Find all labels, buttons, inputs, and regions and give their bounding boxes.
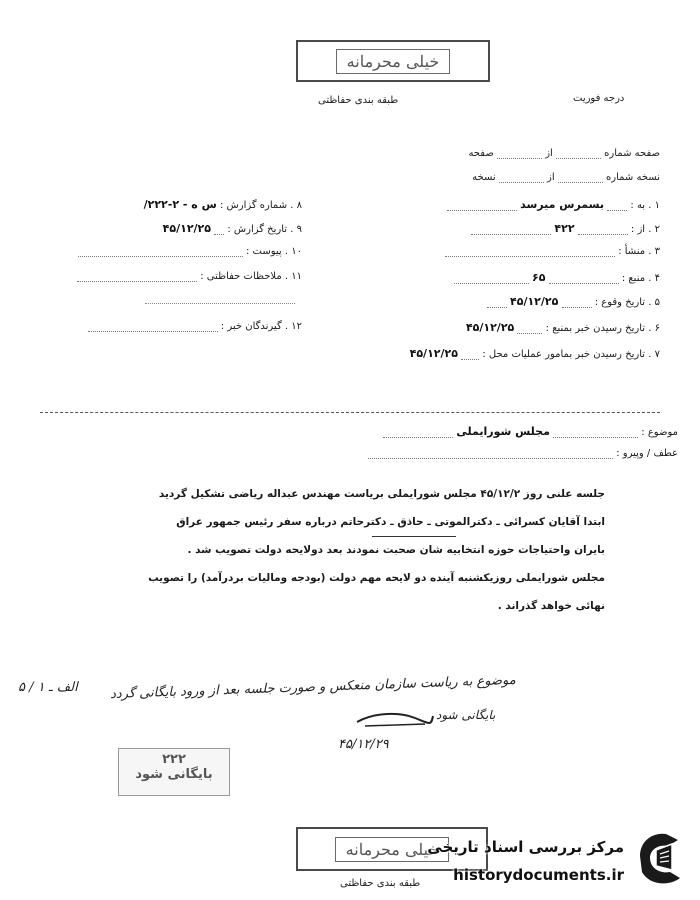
handwritten-reference: الف ـ ۱ / ۵	[18, 680, 78, 695]
field-report-number-value: س ه - ۲-۲۲۲/	[143, 198, 217, 211]
classification-stamp-top-text: خیلی محرمانه	[336, 49, 451, 74]
body-line-5: نهائی خواهد گذراند .	[497, 600, 605, 612]
copy-number-label: نسخه شماره	[606, 172, 660, 183]
copy-number-row	[472, 172, 660, 183]
field-report-number	[144, 198, 302, 211]
classification-stamp-bottom-text: خیلی محرمانه	[335, 837, 450, 862]
copy-of-label: از	[547, 172, 555, 183]
reference-label: عطف / وپیرو :	[616, 448, 678, 459]
field-report-date	[163, 222, 302, 235]
archive-stamp-text: بایگانی شود	[135, 767, 213, 782]
security-notes-line	[145, 303, 295, 304]
field-from	[471, 222, 660, 235]
priority-label: درجه فوریت	[573, 93, 625, 104]
body-line-2: ابتدا آقایان کسرائی ـ دکترالموتی ـ حاذق ـ دکترحاتم درباره سفر رئیس جمهور عراق	[176, 516, 605, 528]
form-divider	[40, 412, 660, 413]
field-attachment-label: ۱۰ . پیوست :	[246, 246, 302, 257]
watermark-url: historydocuments.ir	[453, 866, 624, 884]
field-source-value: ۶۵	[532, 271, 546, 284]
signature-mark	[355, 708, 435, 732]
body-line-1: جلسه علنی روز ۴۵/۱۲/۲ مجلس شورایملی بریاست مهندس عبداله ریاضی تشکیل گردید	[158, 488, 605, 500]
field-source-label: ۴ . منبع :	[621, 273, 660, 284]
field-report-date-value: ۴۵/۱۲/۲۵	[162, 222, 211, 235]
field-agent-received-label: ۷ . تاریخ رسیدن خبر بمامور عملیات محل :	[482, 349, 660, 360]
classification-label-top: طبقه بندی حفاظتی	[318, 95, 399, 106]
field-agent-received-value: ۴۵/۱۲/۲۵	[409, 347, 458, 360]
handwritten-date: ۴۵/۱۲/۲۹	[338, 737, 389, 752]
page-number-label: صفحه شماره	[604, 148, 660, 159]
field-security-notes	[77, 271, 302, 282]
field-to-value: بسمرس میرسد	[520, 198, 605, 211]
handwritten-note: موضوع به ریاست سازمان منعکس و صورت جلسه بعد از ورود بایگانی گردد	[109, 672, 516, 703]
body-line-4: مجلس شورایملی روزیکشنبه آینده دو لایحه مهم دولت (بودجه ومالیات بردرآمد) را تصویب	[148, 572, 605, 584]
body-underline	[372, 536, 456, 537]
handwritten-archive-note: بایگانی شود	[436, 708, 496, 722]
reference-row	[368, 448, 678, 459]
field-attachment	[78, 246, 302, 257]
classification-label-bottom: طبقه بندی حفاظتی	[340, 878, 421, 889]
subject-value: مجلس شورایملی	[456, 425, 550, 438]
page-number-row	[468, 148, 660, 159]
field-recipients-label: ۱۲ . گیرندگان خبر :	[220, 321, 302, 332]
field-source-received-date	[466, 321, 660, 334]
subject-row	[383, 425, 678, 438]
field-source	[454, 271, 660, 284]
archive-stamp-number: ۲۲۲	[162, 752, 186, 767]
field-from-value: ۴۲۲	[554, 222, 575, 235]
page-word: صفحه	[468, 148, 494, 159]
field-event-date-value: ۴۵/۱۲/۲۵	[510, 295, 559, 308]
field-recipients	[88, 321, 302, 332]
field-source-received-label: ۶ . تاریخ رسیدن خبر بمنبع :	[545, 323, 660, 334]
copy-word: نسخه	[472, 172, 496, 183]
subject-label: موضوع :	[641, 427, 678, 438]
field-report-date-label: ۹ . تاریخ گزارش :	[227, 224, 302, 235]
page-of-label: از	[545, 148, 553, 159]
classification-stamp-top	[296, 40, 490, 82]
field-origin	[445, 246, 660, 257]
field-agent-received-date	[410, 347, 660, 360]
archive-logo-icon	[632, 826, 688, 890]
field-report-number-label: ۸ . شماره گزارش :	[219, 200, 302, 211]
field-to	[447, 198, 660, 211]
watermark-title: مرکز بررسی اسناد تاریخی	[427, 838, 624, 856]
body-line-3: بایران واحتیاجات حوزه انتخابیه شان صحبت نمودند بعد دولایحه دولت تصویب شد .	[187, 544, 605, 556]
field-source-received-value: ۴۵/۱۲/۲۵	[465, 321, 515, 334]
field-to-label: ۱ . به :	[630, 200, 660, 211]
field-origin-label: ۳ . منشأ :	[618, 246, 660, 257]
field-event-date	[487, 295, 660, 308]
field-from-label: ۲ . از :	[630, 224, 660, 235]
field-security-notes-label: ۱۱ . ملاحظات حفاظتی :	[200, 271, 302, 282]
archive-stamp	[118, 748, 230, 796]
field-event-date-label: ۵ . تاریخ وقوع :	[594, 297, 660, 308]
